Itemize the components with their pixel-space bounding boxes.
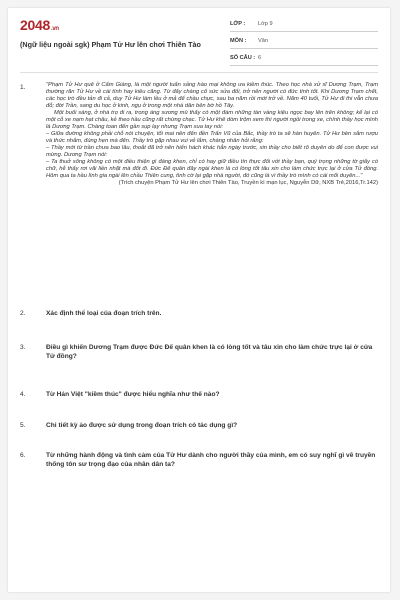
question-number: 5. <box>20 422 26 429</box>
question-number: 6. <box>20 452 26 459</box>
question-text: Xác định thể loại của đoạn trích trên. <box>46 310 162 317</box>
passage-paragraph: "Phạm Tử Hư quê ở Cẩm Giàng, là một người tuấn sảng hào mại không ưa kiềm thúc. Theo học nhà xử sĩ Dương Trạm, Trạm thường răn Tử Hư về cái tính hay kiêu căng. Từ đấy chàng cố sức sửa đổi, trở nên người có đức tính tốt. Khi Dương Trạm chết, các học trò đều tản đi cả, duy Tử Hư làm lều ở mả để chầu chực, sau ba năm rồi mới trở về. Năm 40 tuổi, Tử Hư đi thi vẫn chưa đỗ; đời Trần, sang du học ở kinh, ngụ ở trong một nhà dân bên bờ hồ Tây. <box>46 82 378 109</box>
question-text: Từ Hán Việt "kiềm thúc" được hiểu nghĩa như thế nào? <box>46 391 220 398</box>
question-text: Từ những hành động và tình cảm của Tử Hư dành cho người thầy của mình, em có suy nghĩ gì về truyền thống tôn sư trọng đạo của nhân dân ta? <box>46 452 376 468</box>
document-title: (Ngữ liệu ngoài sgk) Phạm Tử Hư lên chơi Thiên Tào <box>20 40 201 49</box>
question-5 <box>20 421 378 430</box>
question-1-passage <box>20 82 378 187</box>
worksheet-header <box>8 8 390 70</box>
meta-row-class <box>230 17 378 32</box>
meta-value: Lớp 9 <box>258 21 273 27</box>
meta-label: MÔN : <box>230 38 247 44</box>
meta-label: SỐ CÂU : <box>230 55 256 61</box>
header-divider <box>20 72 378 73</box>
question-number: 1. <box>20 84 26 91</box>
question-3 <box>20 343 378 361</box>
meta-row-subject <box>230 34 378 49</box>
question-text: Chi tiết kỳ ảo được sử dụng trong đoạn trích có tác dụng gì? <box>46 422 238 429</box>
passage-paragraph: – Thầy mới từ trần chưa bao lâu, thoắt đã trở nên hiển hách khác hẳn ngày trước, xin thầy cho biết rõ duyên do để con được vui mừng. Dương Trạm nói: <box>46 145 378 158</box>
site-logo[interactable] <box>20 17 59 33</box>
question-6 <box>20 451 378 469</box>
passage-text <box>46 82 378 180</box>
logo-sub: .vn <box>50 26 59 32</box>
question-2 <box>20 309 378 318</box>
question-4 <box>20 390 378 399</box>
passage-paragraph: Một buổi sáng, ở nhà trọ đi ra, trong áng sương mù thấy có một đám những tàn vàng kiệu ngọc bay lên trên không; kế lại có một cỗ xe nạm hạt châu, kẻ theo hầu cũng rất chừng chạc. Tử Hư khẽ dòm trộm xem thì người ngồi trong xe, chính thầy học mình là Dương Trạm. Chàng toan đến gần sụp lạy nhưng Trạm xua tay nói: <box>46 110 378 130</box>
worksheet-page <box>8 8 390 592</box>
question-number: 3. <box>20 344 26 351</box>
meta-row-question-count <box>230 51 378 66</box>
worksheet-meta <box>230 17 378 68</box>
passage-paragraph: – Giữa đường không phải chỗ nói chuyện, tối mai nên đến đền Trấn Vũ của Bắc, thầy trò ta sẽ hàn huyên. Tử Hư bèn sắm rượu và thức nhắm, đúng hẹn mà đến. Thầy trò gặp nhau vui vẻ lắm, chàng nhân hỏi rằng: <box>46 131 378 144</box>
passage-paragraph: – Ta thuở sống không có một điều thiện gì đáng khen, chỉ có hay giữ điều tín thực đối với thầy bạn, quý trọng những tờ giấy có chữ, hễ thấy rơi vãi liền nhặt mà đốt đi. Đức Đế quân đây ngài khen là có lòng tốt tâu xin cho làm chức trực lại ở cửa Tử đồng. Hôm qua ta hầu lính gia ngài lên chầu Thiên cung, tình cờ lại gặp nhà người, đó cũng là vì thầy trò mình có cái mối duyên..." <box>46 159 378 179</box>
question-text: Điều gì khiến Dương Trạm được Đức Đế quân khen là có lòng tốt và tâu xin cho làm chức trực lại ở cửa Tử đồng? <box>46 344 373 360</box>
meta-label: LỚP : <box>230 21 246 27</box>
question-number: 4. <box>20 391 26 398</box>
meta-value: 6 <box>258 55 262 61</box>
question-number: 2. <box>20 310 26 317</box>
logo-main: 2048 <box>20 17 50 33</box>
meta-value: Văn <box>258 38 268 44</box>
passage-source: (Trích chuyện Phạm Tử Hư lên chơi Thiên Tào, Truyền kì mạn lục, Nguyễn Dữ, NXB Trẻ,2016,Tr.142) <box>118 180 378 186</box>
